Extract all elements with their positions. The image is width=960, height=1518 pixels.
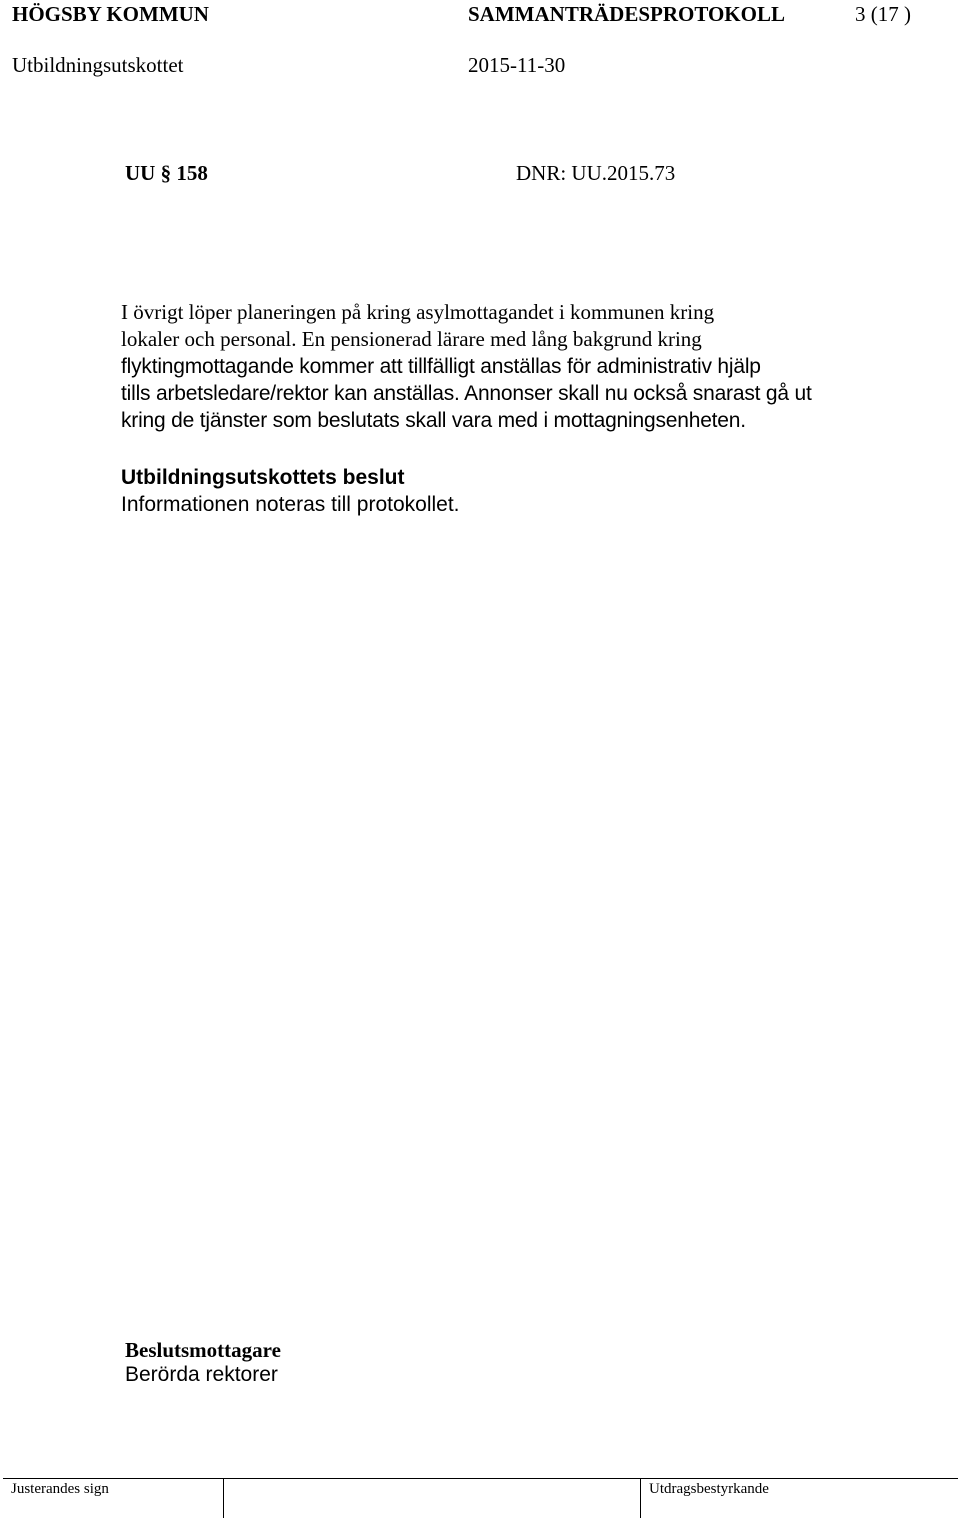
meeting-date: 2015-11-30 <box>468 53 566 77</box>
decision-text: Informationen noteras till protokollet. <box>121 493 460 516</box>
extract-label: Utdragsbestyrkande <box>649 1481 769 1497</box>
body-line: kring de tjänster som beslutats skall vara med i mottagningsenheten. <box>121 409 746 432</box>
sign-field <box>223 1479 640 1518</box>
sign-label: Justerandes sign <box>11 1481 109 1497</box>
case-number: UU § 158 <box>125 161 208 185</box>
signature-footer <box>3 1478 958 1518</box>
committee-name: Utbildningsutskottet <box>12 53 184 77</box>
organization-name: HÖGSBY KOMMUN <box>12 2 209 26</box>
body-line: lokaler och personal. En pensionerad lärare med lång bakgrund kring <box>121 327 702 351</box>
body-line: flyktingmottagande kommer att tillfälligt anställas för administrativ hjälp <box>121 355 761 378</box>
sign-cell <box>3 1479 223 1518</box>
body-paragraph <box>121 299 881 434</box>
body-line: tills arbetsledare/rektor kan anställas. Annonser skall nu också snarast gå ut <box>121 382 812 405</box>
case-dnr: DNR: UU.2015.73 <box>516 161 676 185</box>
recipients-text: Berörda rektorer <box>125 1363 278 1386</box>
decision-heading: Utbildningsutskottets beslut <box>121 466 405 489</box>
recipients-heading: Beslutsmottagare <box>125 1338 281 1362</box>
document-type: SAMMANTRÄDESPROTOKOLL <box>468 2 785 26</box>
body-line: I övrigt löper planeringen på kring asylmottagandet i kommunen kring <box>121 300 715 324</box>
page-number: 3 (17 ) <box>855 2 911 26</box>
extract-cell <box>640 1479 958 1518</box>
